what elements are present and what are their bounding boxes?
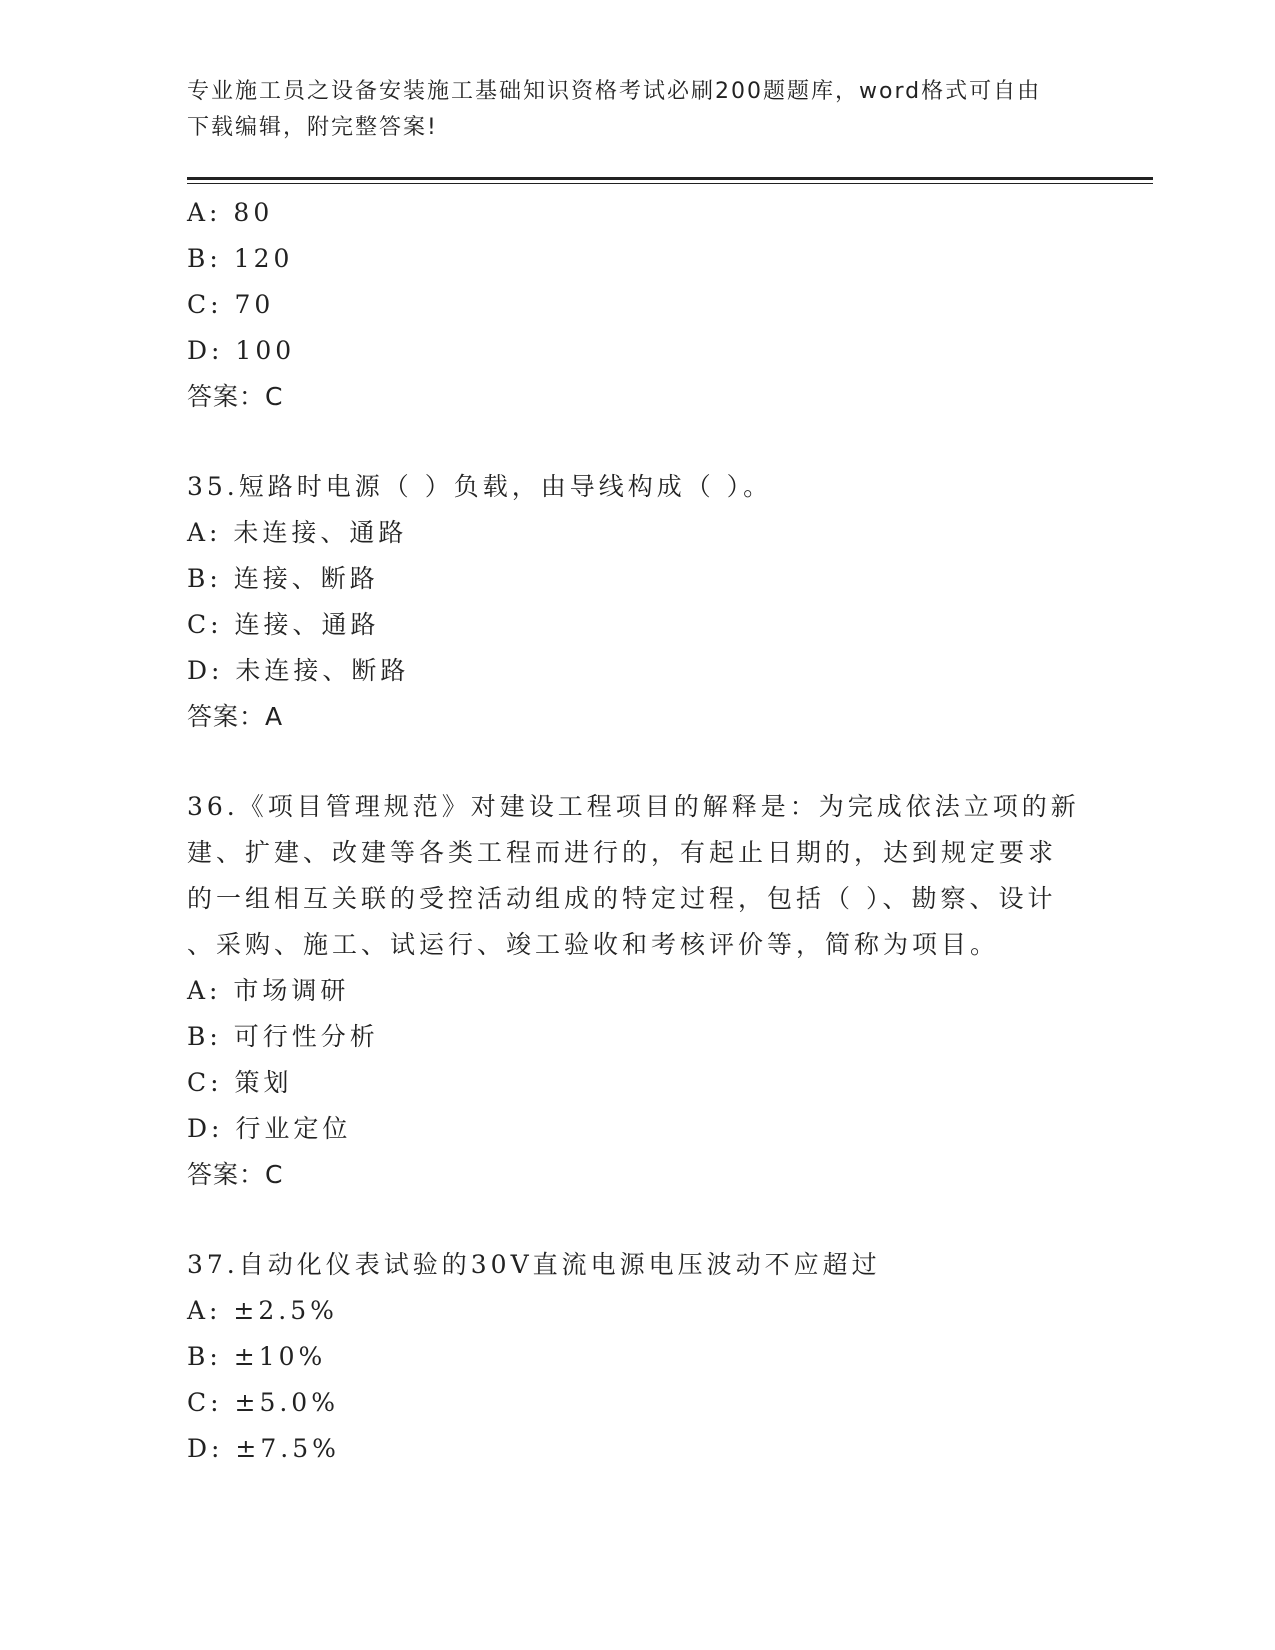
document-header	[187, 74, 1087, 146]
spacer	[187, 740, 1087, 784]
option-c: C: ±5.0%	[187, 1388, 339, 1417]
option-d: D: 100	[187, 336, 296, 365]
option-b: B: ±10%	[187, 1342, 327, 1371]
header-line-2: 下载编辑，附完整答案!	[187, 115, 438, 140]
answer: 答案：A	[187, 702, 284, 731]
option-b: B: 120	[187, 244, 294, 273]
option-a: A: 80	[187, 198, 274, 227]
option-a: A: ±2.5%	[187, 1296, 338, 1325]
header-line-1: 专业施工员之设备安装施工基础知识资格考试必刷200题题库，word格式可自由	[187, 79, 1042, 104]
answer: 答案：C	[187, 1160, 284, 1189]
question-text-line: 、采购、施工、试运行、竣工验收和考核评价等，简称为项目。	[187, 930, 1000, 959]
question-list	[187, 190, 1087, 1472]
option-c: C: 70	[187, 290, 275, 319]
option-a: A: 未连接、通路	[187, 518, 408, 547]
option-d: D: 行业定位	[187, 1114, 352, 1143]
option-b: B: 连接、断路	[187, 564, 379, 593]
question-text-line: 的一组相互关联的受控活动组成的特定过程，包括（ ）、勘察、设计	[187, 884, 1057, 913]
spacer	[187, 420, 1087, 464]
question-block	[187, 190, 1087, 420]
option-d: D: ±7.5%	[187, 1434, 340, 1463]
question-text: 37.自动化仪表试验的30V直流电源电压波动不应超过	[187, 1250, 881, 1279]
option-a: A: 市场调研	[187, 976, 350, 1005]
header-rule-thin	[187, 183, 1153, 184]
question-block	[187, 784, 1087, 1198]
option-b: B: 可行性分析	[187, 1022, 379, 1051]
question-text-line: 建、扩建、改建等各类工程而进行的，有起止日期的，达到规定要求	[187, 838, 1058, 867]
question-text: 35.短路时电源（ ）负载，由导线构成（ ）。	[187, 472, 773, 501]
question-block	[187, 464, 1087, 740]
question-text-line: 36.《项目管理规范》对建设工程项目的解释是：为完成依法立项的新	[187, 792, 1080, 821]
spacer	[187, 1198, 1087, 1242]
answer: 答案：C	[187, 382, 284, 411]
question-block	[187, 1242, 1087, 1472]
option-d: D: 未连接、断路	[187, 656, 410, 685]
option-c: C: 策划	[187, 1068, 293, 1097]
header-rule-thick	[187, 177, 1153, 180]
option-c: C: 连接、通路	[187, 610, 380, 639]
